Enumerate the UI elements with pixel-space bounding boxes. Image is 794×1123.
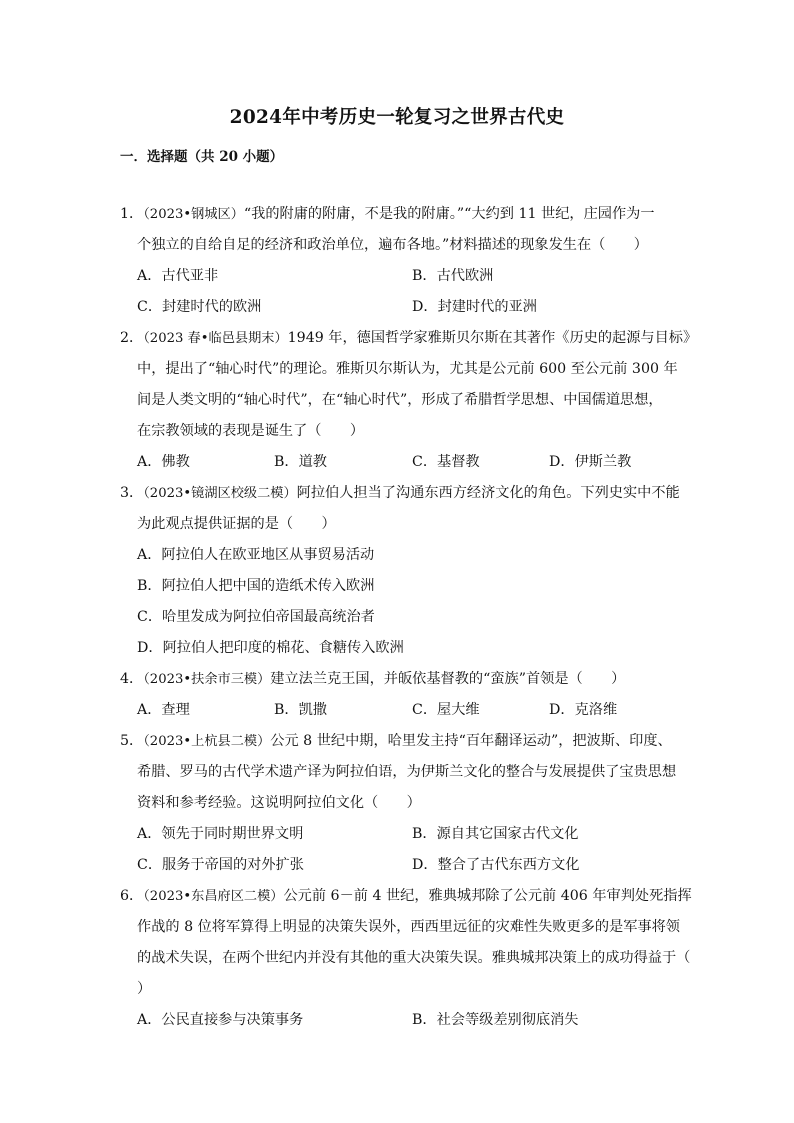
question-2-line-2: 中，提出了“轴心时代”的理论。雅斯贝尔斯认为，尤其是公元前 600 至公元前 300 年 [137, 361, 678, 377]
question-number: 1． [120, 206, 144, 222]
question-1-option-b[interactable]: B．古代欧洲 [412, 268, 494, 284]
question-number: 3． [120, 485, 144, 501]
question-3-option-d[interactable]: D．阿拉伯人把印度的棉花、食糖传入欧洲 [137, 640, 404, 656]
question-4-option-c[interactable]: C．屋大维 [412, 702, 480, 718]
question-source: （2023•东昌府区二模） [143, 889, 284, 904]
question-4-line-1: 4．（2023•扶余市三模）建立法兰克王国，并皈依基督教的“蛮族”首领是（ ） [120, 671, 626, 687]
question-6-option-b[interactable]: B．社会等级差别彻底消失 [412, 1012, 579, 1028]
question-6-line-3: 的战术失误，在两个世纪内并没有其他的重大决策失误。雅典城邦决策上的成功得益于（ [137, 950, 691, 966]
question-5-line-2: 希腊、罗马的古代学术遗产译为阿拉伯语，为伊斯兰文化的整合与发展提供了宝贵思想 [137, 764, 677, 780]
question-5-option-a[interactable]: A．领先于同时期世界文明 [137, 826, 304, 842]
question-5-option-d[interactable]: D．整合了古代东西方文化 [412, 857, 580, 873]
question-1-option-a[interactable]: A．古代亚非 [137, 268, 219, 284]
question-6-line-4: ） [137, 981, 152, 997]
question-number: 4． [120, 671, 144, 687]
question-6-line-1: 6．（2023•东昌府区二模）公元前 6－前 4 世纪，雅典城邦除了公元前 406 年审判处死指挥 [120, 888, 692, 904]
question-number: 5． [120, 733, 144, 749]
question-5-line-1: 5．（2023•上杭县二模）公元 8 世纪中期，哈里发主持“百年翻译运动”，把波斯、印度、 [120, 733, 672, 749]
question-6-line-2: 作战的 8 位将军算得上明显的决策失误外，西西里远征的灾难性失败更多的是军事将领 [137, 919, 680, 935]
question-1-option-d[interactable]: D．封建时代的亚洲 [412, 299, 537, 315]
question-number: 2． [120, 330, 144, 346]
question-source: （2023•镜湖区校级二模） [143, 486, 297, 501]
question-2-option-a[interactable]: A．佛教 [137, 454, 190, 470]
question-5-option-c[interactable]: C．服务于帝国的对外扩张 [137, 857, 304, 873]
question-1-line-2: 个独立的自给自足的经济和政治单位，遍布各地。”材料描述的现象发生在（ ） [137, 237, 648, 253]
question-2-option-c[interactable]: C．基督教 [412, 454, 480, 470]
question-3-line-2: 为此观点提供证据的是（ ） [137, 516, 336, 532]
question-5-line-3: 资料和参考经验。这说明阿拉伯文化（ ） [137, 795, 421, 811]
question-2-option-b[interactable]: B．道教 [274, 454, 327, 470]
question-2-line-3: 间是人类文明的“轴心时代”，在“轴心时代”，形成了希腊哲学思想、中国儒道思想， [137, 392, 663, 408]
page-title: 2024年中考历史一轮复习之世界古代史 [229, 107, 565, 128]
question-6-option-a[interactable]: A．公民直接参与决策事务 [137, 1012, 304, 1028]
question-source: （2023 春•临邑县期末） [143, 331, 288, 346]
question-1-option-c[interactable]: C．封建时代的欧洲 [137, 299, 262, 315]
question-source: （2023•钢城区） [143, 207, 244, 222]
question-2-line-1: 2．（2023 春•临邑县期末）1949 年，德国哲学家雅斯贝尔斯在其著作《历史的起源与目标》 [120, 330, 698, 346]
question-4-option-a[interactable]: A．查理 [137, 702, 190, 718]
question-source: （2023•上杭县二模） [143, 734, 271, 749]
question-2-option-d[interactable]: D．伊斯兰教 [549, 454, 632, 470]
section-heading: 一．选择题（共 20 小题） [120, 149, 284, 165]
question-3-line-1: 3．（2023•镜湖区校级二模）阿拉伯人担当了沟通东西方经济文化的角色。下列史实中不能 [120, 485, 680, 501]
question-1-line-1: 1．（2023•钢城区）“我的附庸的附庸，不是我的附庸。”“大约到 11 世纪，庄园作为一 [120, 206, 655, 222]
question-3-option-b[interactable]: B．阿拉伯人把中国的造纸术传入欧洲 [137, 578, 375, 594]
question-5-option-b[interactable]: B．源自其它国家古代文化 [412, 826, 579, 842]
question-4-option-b[interactable]: B．凯撒 [274, 702, 327, 718]
question-3-option-a[interactable]: A．阿拉伯人在欧亚地区从事贸易活动 [137, 547, 375, 563]
question-2-line-4: 在宗教领域的表现是诞生了（ ） [137, 423, 365, 439]
question-4-option-d[interactable]: D．克洛维 [549, 702, 618, 718]
question-source: （2023•扶余市三模） [143, 672, 271, 687]
question-3-option-c[interactable]: C．哈里发成为阿拉伯帝国最高统治者 [137, 609, 375, 625]
question-number: 6． [120, 888, 144, 904]
